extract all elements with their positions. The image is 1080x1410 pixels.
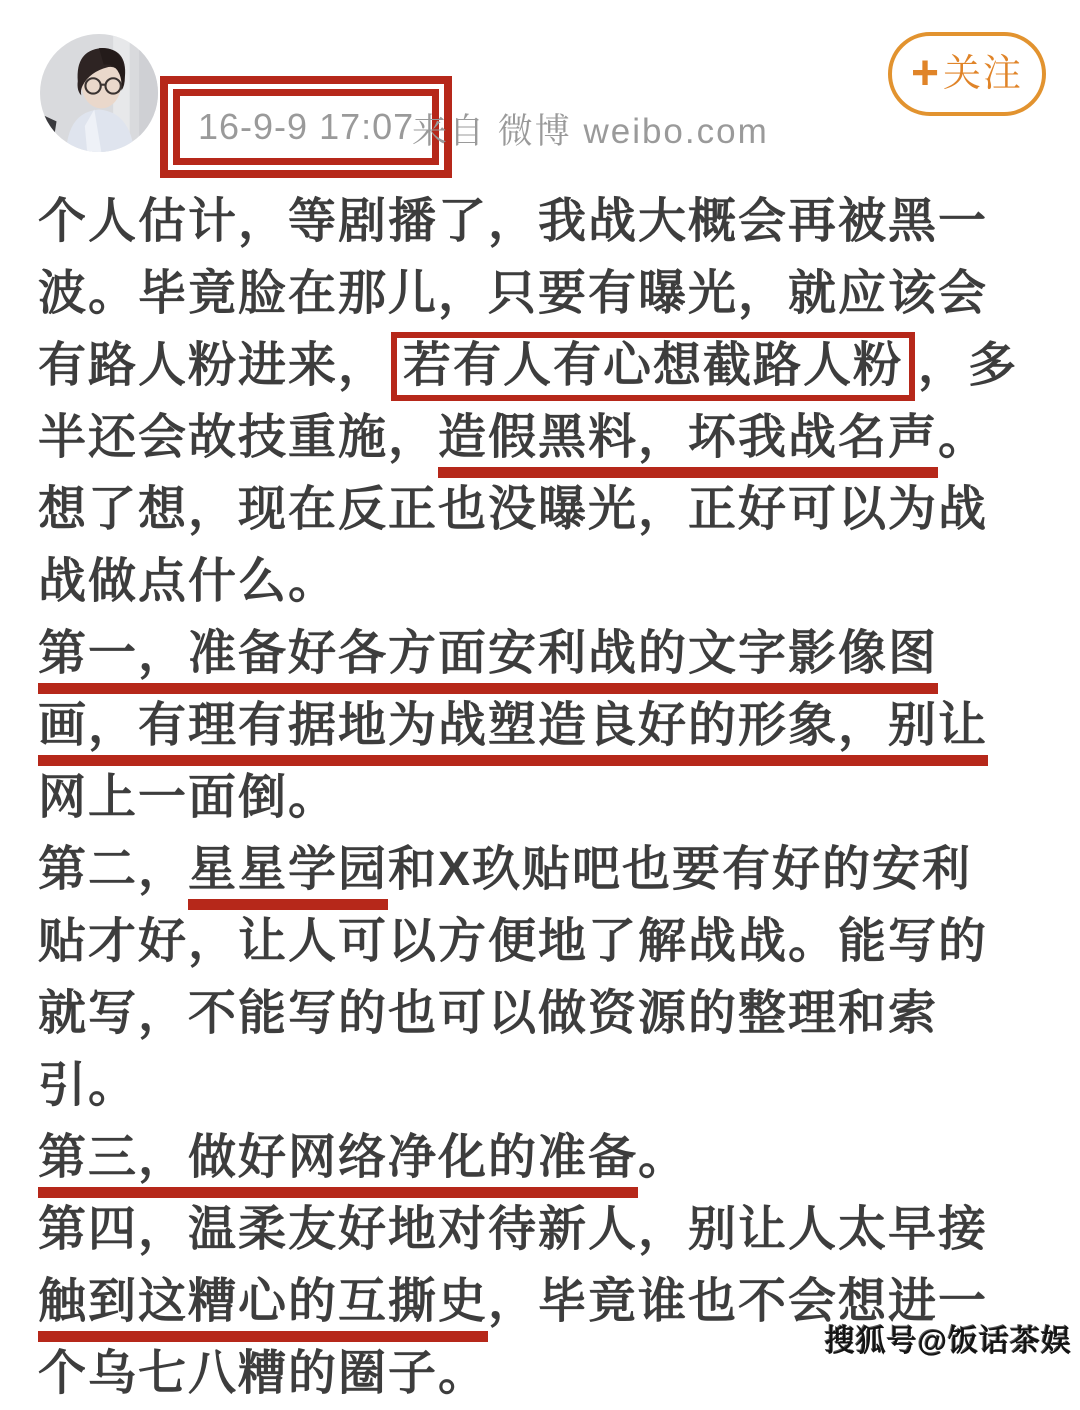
user-avatar[interactable] [40,34,158,152]
text-segment: 个人估计，等剧播了，我战大概会再被黑一 [38,195,989,248]
text-segment: 。 [638,1131,689,1184]
post-line [38,186,1050,258]
text-segment: 网上一面倒。 [38,771,339,824]
post-line [38,1050,1050,1122]
red-underline-highlight: 第一，准备好各方面安利战的文字影像图 [38,627,938,694]
post-line [38,906,1050,978]
post-line [38,978,1050,1050]
post-line [38,762,1050,834]
red-box-highlight: 若有人有心想截路人粉 [391,332,915,401]
text-segment: 有路人粉进来， [38,339,389,392]
red-underline-highlight: 星星学园 [188,843,388,910]
text-segment: 战做点什么。 [38,555,339,608]
text-segment: 个乌七八糟的圈子。 [38,1347,489,1400]
post-line [38,1194,1050,1266]
post-line [38,618,1050,690]
red-underline-highlight: 画，有理有据地为战塑造良好的形象，别让 [38,699,988,766]
text-segment: 。 [938,411,989,464]
follow-button[interactable] [888,32,1046,116]
watermark: 搜狐号@饭话茶娱 [824,1325,1072,1358]
red-underline-highlight: 第三，做好网络净化的准备 [38,1131,638,1198]
plus-icon: + [910,47,939,100]
post-line [38,330,1050,402]
post-line [38,258,1050,330]
text-segment: ，多 [918,339,1019,392]
text-segment: 半还会故技重施， [38,411,439,464]
post-timestamp[interactable]: 16-9-9 17:07 [198,106,415,147]
text-segment: 想了想，现在反正也没曝光，正好可以为战 [38,483,989,536]
text-segment: 波。毕竟脸在那儿，只要有曝光，就应该会 [38,267,989,320]
red-underline-highlight: 造假黑料，坏我战名声 [438,411,938,478]
timestamp-red-annotation-box [160,76,452,178]
text-segment: 和X玖贴吧也要有好的安利 [388,843,973,896]
text-segment: ，毕竟谁也不会想进一 [488,1275,989,1328]
text-segment: 贴才好，让人可以方便地了解战战。能写的 [38,915,989,968]
text-segment: 第二， [38,843,189,896]
post-line [38,474,1050,546]
timestamp-inner-box [173,89,439,165]
post-line [38,690,1050,762]
post-source-link[interactable]: 来自 微博 weibo.com [412,112,769,151]
text-segment: 第四，温柔友好地对待新人，别让人太早接 [38,1203,989,1256]
text-segment: 就写，不能写的也可以做资源的整理和索 [38,987,939,1040]
red-underline-highlight: 触到这糟心的互撕史 [38,1275,488,1342]
post-line [38,402,1050,474]
follow-button-label: 关注 [943,53,1024,95]
post-line [38,834,1050,906]
post-body [38,186,1050,1410]
post-line [38,546,1050,618]
text-segment: 引。 [38,1059,139,1112]
post-line [38,1122,1050,1194]
